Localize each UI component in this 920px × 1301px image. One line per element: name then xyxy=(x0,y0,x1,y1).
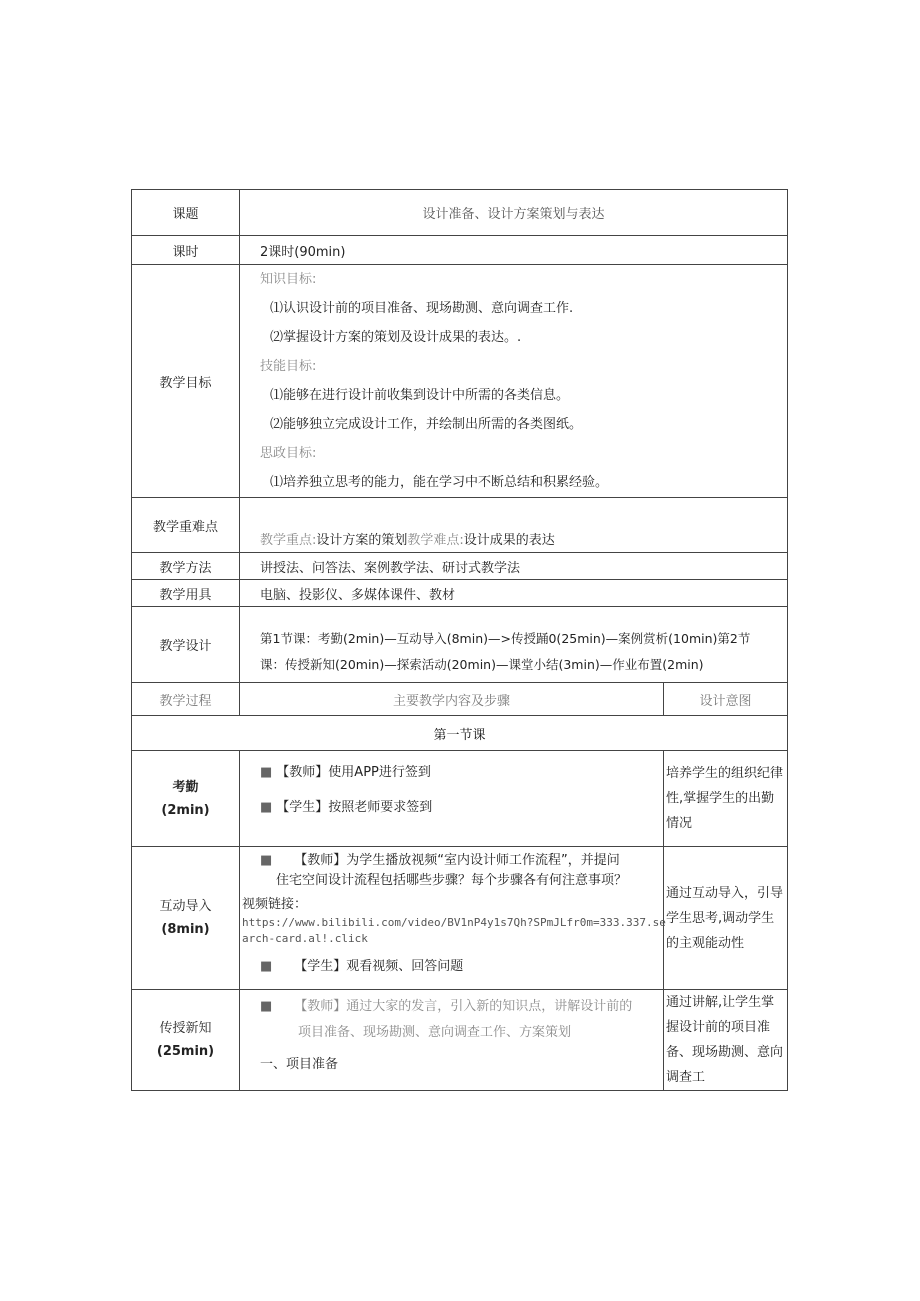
design-line: 课：传授新知(20min)—探索活动(20min)—课堂小结(3min)—作业布置(2min) xyxy=(260,657,704,672)
key-points-label: 教学重难点 xyxy=(132,498,240,553)
goals-row xyxy=(132,265,788,498)
skill-item: ⑵能够独立完成设计工作，并绘制出所需的各类图纸。 xyxy=(270,417,583,432)
process-header-row xyxy=(132,683,788,716)
section-title: 第一节课 xyxy=(132,716,788,751)
video-link[interactable]: https://www.bilibili.com/video/BV1nP4y1s7Qh?SPmJLfr0m=333.337.se xyxy=(242,916,666,929)
design-line: 第1节课：考勤(2min)—互动导入(8min)—>传授踊0(25min)—案例赏析(10min)第2节 xyxy=(260,631,751,646)
knowledge-item: ⑵掌握设计方案的策划及设计成果的表达。. xyxy=(270,330,522,345)
lesson-plan-table xyxy=(131,189,788,1091)
skill-item: ⑴能够在进行设计前收集到设计中所需的各类信息。 xyxy=(270,388,570,403)
stage-row xyxy=(132,990,788,1091)
topic-title: 设计准备、设计方案策划与表达 xyxy=(240,190,788,236)
stage-cell: 互动导入 (8min) xyxy=(132,847,240,990)
topic-label: 课题 xyxy=(132,190,240,236)
section-row xyxy=(132,716,788,751)
design-label: 教学设计 xyxy=(132,607,240,683)
lesson-plan xyxy=(131,189,787,1091)
stage-content: ■ 【教师】使用APP进行签到 ■ 【学生】按照老师要求签到 xyxy=(240,751,664,847)
goals-content xyxy=(240,265,788,498)
knowledge-title: 知识目标: xyxy=(260,272,317,287)
design-value xyxy=(240,607,788,683)
stage-content: ■ 【教师】通过大家的发言，引入新的知识点，讲解设计前的 项目准备、现场勘测、意向调查工作、方案策划 一、项目准备 xyxy=(240,990,664,1091)
stage-cell: 考勤 (2min) xyxy=(132,751,240,847)
tools-label: 教学用具 xyxy=(132,580,240,607)
design-row xyxy=(132,607,788,683)
method-value: 讲授法、问答法、案例教学法、研讨式教学法 xyxy=(240,553,788,580)
stage-row xyxy=(132,751,788,847)
stage-intent: 通过讲解,让学生掌握设计前的项目准备、现场勘测、意向调查工 xyxy=(664,990,788,1091)
video-link-cont[interactable]: arch-card.al!.click xyxy=(242,932,368,945)
topic-row xyxy=(132,190,788,236)
stage-intent: 培养学生的组织纪律性,掌握学生的出勤情况 xyxy=(664,751,788,847)
stage-cell: 传授新知 (25min) xyxy=(132,990,240,1091)
hours-label: 课时 xyxy=(132,236,240,265)
method-label: 教学方法 xyxy=(132,553,240,580)
method-row xyxy=(132,553,788,580)
stage-content: ■ 【教师】为学生播放视频“室内设计师工作流程”，并提问 住宅空间设计流程包括哪些步骤？每个步骤各有何注意事项？ 视频链接： https://www.bilibili.com/video/BV1nP4y1s7Qh?SPmJLfr0m=333.337.se arch-card.al!.click ■ 【学生】观看视频、回答问题 xyxy=(240,847,664,990)
knowledge-item: ⑴认识设计前的项目准备、现场勘测、意向调查工作. xyxy=(270,301,574,316)
key-points-value: 教学重点:设计方案的策划教学难点:设计成果的表达 xyxy=(240,498,788,553)
col-process: 教学过程 xyxy=(132,683,240,716)
stage-row xyxy=(132,847,788,990)
tools-value: 电脑、投影仪、多媒体课件、教材 xyxy=(240,580,788,607)
col-content: 主要教学内容及步骤 xyxy=(240,683,664,716)
skill-title: 技能目标: xyxy=(260,359,317,374)
hours-row xyxy=(132,236,788,265)
key-points-row xyxy=(132,498,788,553)
ideology-item: ⑴培养独立思考的能力，能在学习中不断总结和积累经验。 xyxy=(270,475,609,490)
goals-label: 教学目标 xyxy=(132,265,240,498)
hours-value: 2课时(90min) xyxy=(240,236,788,265)
stage-intent: 通过互动导入，引导学生思考,调动学生的主观能动性 xyxy=(664,847,788,990)
col-intent: 设计意图 xyxy=(664,683,788,716)
ideology-title: 思政目标: xyxy=(260,446,317,461)
tools-row xyxy=(132,580,788,607)
